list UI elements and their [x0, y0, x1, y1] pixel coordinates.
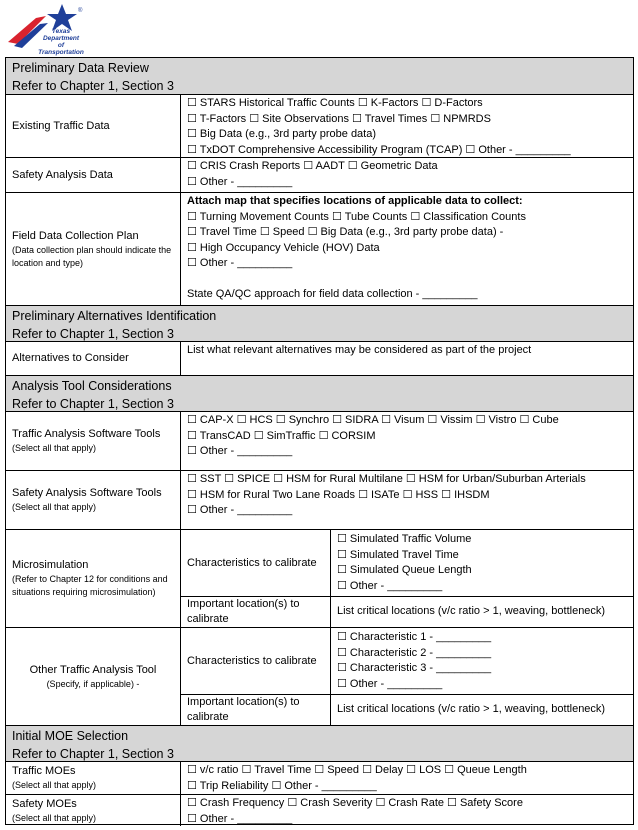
checkbox-line: ☐ Other - _________ [337, 677, 443, 690]
checkbox-line: ☐ Big Data (e.g., 3rd party probe data) [187, 128, 377, 140]
checkbox-line: ☐ CRIS Crash Reports ☐ AADT ☐ Geometric Data [187, 160, 438, 172]
checkbox-line: ☐ Other - _________ [187, 812, 293, 825]
row-label [6, 795, 181, 826]
checkbox-line: ☐ Simulated Traffic Volume [337, 533, 472, 545]
section-header-alternatives [6, 305, 633, 341]
checkbox-line: ☐ STARS Historical Traffic Counts ☐ K-Factors ☐ D-Factors [187, 97, 483, 109]
label-text: Safety Analysis Software Tools [12, 487, 162, 499]
section-reference: Refer to Chapter 1, Section 3 [12, 79, 174, 93]
checkbox-group[interactable] [331, 628, 633, 694]
label-text: Safety MOEs [12, 797, 77, 810]
row-label [6, 158, 181, 192]
checkbox-group[interactable] [181, 95, 633, 157]
label-text: Field Data Collection Plan [12, 229, 139, 242]
field-text: List critical locations (v/c ratio > 1, weaving, bottleneck) [337, 703, 606, 716]
section-title: Preliminary Alternatives Identification [12, 309, 217, 323]
logo-text-line: Department [42, 35, 80, 42]
label-text: Existing Traffic Data [12, 119, 110, 132]
row-existing-traffic-data [6, 94, 633, 157]
row-label [6, 95, 181, 157]
checkbox-line: ☐ Other - _________ [187, 257, 293, 269]
text-field[interactable] [331, 694, 633, 726]
row-label [6, 530, 181, 627]
characteristics-label [181, 628, 331, 694]
field-text: List what relevant alternatives may be considered as part of the project [187, 344, 532, 356]
label-subtext: (Data collection plan should indicate the location and type) [12, 244, 172, 268]
checkbox-group[interactable] [181, 158, 633, 192]
qaqc-line: State QA/QC approach for field data collection - _________ [187, 287, 478, 300]
section-title: Analysis Tool Considerations [12, 379, 172, 393]
logo-text-line: of Transportation [38, 42, 84, 56]
row-safety-analysis-data [6, 157, 633, 192]
checkbox-line: ☐ T-Factors ☐ Site Observations ☐ Travel Times ☐ NPMRDS [187, 112, 491, 125]
row-microsimulation [6, 529, 633, 627]
checkbox-line: ☐ Characteristic 3 - _________ [337, 662, 492, 674]
row-label [6, 471, 181, 529]
checkbox-line: ☐ Turning Movement Counts ☐ Tube Counts ☐ Classification Counts [187, 210, 526, 223]
section-header-moe [6, 725, 633, 761]
checkbox-line: ☐ High Occupancy Vehicle (HOV) Data [187, 241, 380, 254]
label-subtext: (Specify, if applicable) - [46, 678, 140, 689]
row-label [6, 762, 181, 794]
section-title: Preliminary Data Review [12, 61, 149, 75]
checkbox-line: ☐ Characteristic 1 - _________ [337, 631, 492, 643]
checkbox-line: ☐ TxDOT Comprehensive Accessibility Program (TCAP) ☐ Other - _________ [187, 143, 571, 156]
label-subtext: (Select all that apply) [12, 812, 97, 823]
label-text: Important location(s) to calibrate [187, 598, 300, 625]
section-header-preliminary-data [6, 58, 633, 94]
characteristics-label [181, 530, 331, 596]
label-text: Other Traffic Analysis Tool [29, 663, 157, 676]
label-subtext: (Select all that apply) [12, 780, 97, 790]
checkbox-line: ☐ Simulated Queue Length [337, 564, 472, 576]
row-safety-analysis-tools [6, 470, 633, 529]
row-traffic-moes [6, 761, 633, 794]
label-subtext: (Select all that apply) [12, 443, 97, 453]
label-text: Safety Analysis Data [12, 168, 113, 181]
label-text: Traffic Analysis Software Tools [12, 428, 161, 440]
text-field[interactable] [331, 596, 633, 628]
checkbox-line: ☐ Other - _________ [337, 579, 443, 592]
label-text: Important location(s) to calibrate [187, 696, 300, 723]
row-label [6, 628, 181, 725]
row-field-data-collection [6, 192, 633, 305]
logo-text-line: Texas [51, 28, 71, 35]
row-label [6, 342, 181, 375]
checkbox-line: ☐ HSM for Rural Two Lane Roads ☐ ISATe ☐ HSS ☐ IHSDM [187, 488, 490, 501]
checkbox-line: ☐ v/c ratio ☐ Travel Time ☐ Speed ☐ Delay ☐ LOS ☐ Queue Length [187, 764, 527, 776]
text-field[interactable] [181, 342, 633, 375]
locations-label [181, 596, 331, 628]
checkbox-line: ☐ TransCAD ☐ SimTraffic ☐ CORSIM [187, 429, 376, 442]
label-text: Traffic MOEs [12, 765, 76, 777]
checkbox-line: ☐ Other - _________ [187, 175, 293, 188]
checkbox-line: ☐ Trip Reliability ☐ Other - _________ [187, 779, 377, 792]
label-subtext: (Select all that apply) [12, 502, 97, 512]
checkbox-group[interactable] [181, 471, 633, 529]
row-traffic-analysis-tools [6, 411, 633, 470]
checkbox-line: ☐ Simulated Travel Time [337, 548, 459, 561]
txdot-logo [6, 4, 86, 54]
row-safety-moes [6, 794, 633, 826]
section-reference: Refer to Chapter 1, Section 3 [12, 327, 174, 341]
section-reference: Refer to Chapter 1, Section 3 [12, 747, 174, 761]
row-other-tool [6, 627, 633, 725]
form-table [5, 57, 634, 825]
label-text: Microsimulation [12, 559, 89, 571]
registered-mark: ® [78, 8, 83, 14]
section-header-analysis-tools [6, 375, 633, 411]
label-subtext: (Refer to Chapter 12 for conditions and situations requiring microsimulation) [12, 574, 168, 597]
checkbox-group[interactable] [181, 412, 633, 470]
checkbox-line: ☐ SST ☐ SPICE ☐ HSM for Rural Multilane ☐ HSM for Urban/Suburban Arterials [187, 473, 586, 485]
row-label [6, 193, 181, 305]
checkbox-group[interactable] [181, 795, 633, 826]
checkbox-line: ☐ Characteristic 2 - _________ [337, 646, 492, 659]
checkbox-group[interactable] [181, 762, 633, 794]
row-alternatives [6, 341, 633, 375]
row-label [6, 412, 181, 470]
instruction-text: Attach map that specifies locations of applicable data to collect: [187, 195, 523, 207]
logo-text [36, 28, 86, 56]
checkbox-line: ☐ Other - _________ [187, 445, 293, 457]
checkbox-group[interactable] [331, 530, 633, 596]
section-title: Initial MOE Selection [12, 729, 129, 743]
field-text: List critical locations (v/c ratio > 1, weaving, bottleneck) [337, 605, 606, 618]
checkbox-line: ☐ Travel Time ☐ Speed ☐ Big Data (e.g., 3rd party probe data) - [187, 226, 504, 238]
label-text: Alternatives to Consider [12, 352, 129, 364]
checkbox-line: ☐ Crash Frequency ☐ Crash Severity ☐ Crash Rate ☐ Safety Score [187, 797, 523, 809]
label-text: Characteristics to calibrate [187, 654, 317, 667]
section-reference: Refer to Chapter 1, Section 3 [12, 397, 174, 411]
checkbox-group[interactable] [181, 193, 633, 305]
checkbox-line: ☐ Other - _________ [187, 504, 293, 516]
label-text: Characteristics to calibrate [187, 556, 317, 569]
checkbox-line: ☐ CAP-X ☐ HCS ☐ Synchro ☐ SIDRA ☐ Visum ☐ Vissim ☐ Vistro ☐ Cube [187, 414, 559, 426]
locations-label [181, 694, 331, 726]
